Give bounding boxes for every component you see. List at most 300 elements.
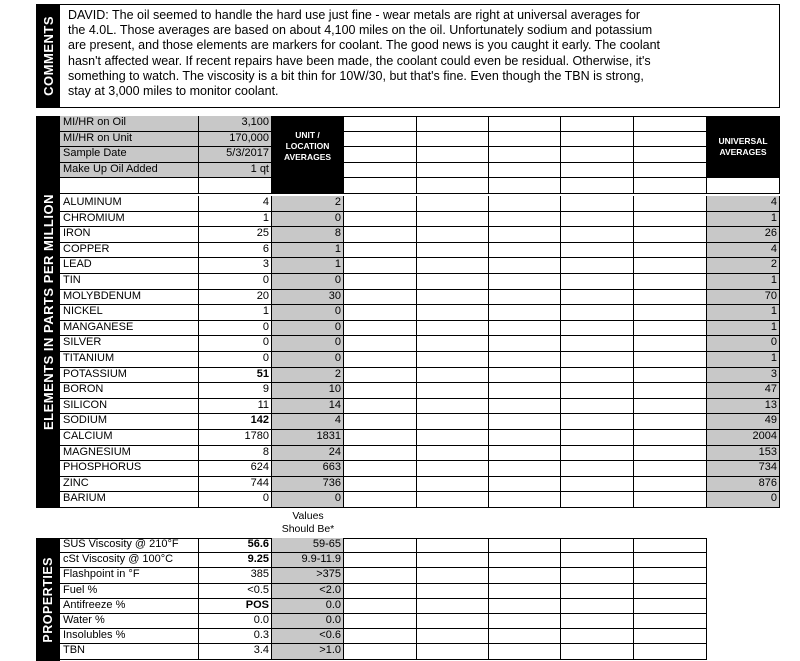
elements-title: ELEMENTS IN PARTS PER MILLION [40,194,56,430]
empty-cell [634,227,707,243]
element-unit-average: 0 [272,274,344,290]
comments-text [68,8,768,99]
empty-cell [561,274,634,290]
empty-cell [634,258,707,274]
element-universal-average: 47 [707,383,780,399]
property-value: 385 [199,568,272,583]
empty-cell [489,477,561,493]
empty-cell [344,243,417,259]
element-value: 8 [199,446,272,462]
element-unit-average: 736 [272,477,344,493]
empty-cell [489,446,561,462]
values-should-be-note: Should Be* [281,523,335,535]
empty-cell [417,461,489,477]
empty-cell [634,492,707,508]
empty-cell [417,553,489,568]
empty-cell [489,614,561,629]
element-value: 0 [199,336,272,352]
property-value: <0.5 [199,584,272,599]
empty-cell [344,477,417,493]
element-universal-average: 1 [707,352,780,368]
element-name: TIN [60,274,199,290]
element-universal-average: 153 [707,446,780,462]
empty-cell [634,446,707,462]
empty-cell [489,383,561,399]
element-universal-average: 2 [707,258,780,274]
empty-cell [417,132,489,148]
empty-cell [344,629,417,644]
element-name: MOLYBDENUM [60,290,199,306]
element-universal-average: 1 [707,212,780,228]
element-universal-average: 3 [707,368,780,384]
empty-cell [634,321,707,337]
element-unit-average: 663 [272,461,344,477]
empty-cell [634,477,707,493]
element-name: CHROMIUM [60,212,199,228]
element-unit-average: 10 [272,383,344,399]
element-value: 25 [199,227,272,243]
info-value: 1 qt [199,163,272,179]
element-name: ZINC [60,477,199,493]
empty-cell [344,568,417,583]
property-expected-value: <2.0 [272,584,344,599]
empty-cell [634,290,707,306]
element-value: 1 [199,305,272,321]
property-expected-value: <0.6 [272,629,344,644]
element-unit-average: 24 [272,446,344,462]
element-value: 51 [199,368,272,384]
comments-title: COMMENTS [41,16,56,96]
empty-cell [417,290,489,306]
empty-cell [634,352,707,368]
empty-cell [417,243,489,259]
property-value: 56.6 [199,538,272,553]
element-value: 624 [199,461,272,477]
element-unit-average: 4 [272,414,344,430]
property-expected-value: 0.0 [272,614,344,629]
empty-cell [417,430,489,446]
element-unit-average: 1 [272,258,344,274]
element-value: 11 [199,399,272,415]
element-name: BARIUM [60,492,199,508]
empty-cell [417,584,489,599]
empty-cell [634,336,707,352]
empty-cell [489,321,561,337]
empty-cell [344,274,417,290]
empty-cell [634,644,707,659]
empty-cell [634,430,707,446]
element-unit-average: 0 [272,336,344,352]
element-universal-average: 4 [707,196,780,212]
element-value: 744 [199,477,272,493]
property-value: POS [199,599,272,614]
property-value: 9.25 [199,553,272,568]
spacer-cell [561,178,634,194]
info-value: 3,100 [199,116,272,132]
element-universal-average: 0 [707,336,780,352]
spacer-cell [60,178,199,194]
element-value: 0 [199,492,272,508]
empty-cell [634,243,707,259]
empty-cell [634,414,707,430]
element-name: TITANIUM [60,352,199,368]
empty-cell [417,116,489,132]
values-should-be-note: Values [292,510,324,522]
table-border [59,538,60,660]
empty-cell [489,258,561,274]
empty-cell [561,553,634,568]
element-name: PHOSPHORUS [60,461,199,477]
empty-cell [344,492,417,508]
empty-cell [344,584,417,599]
empty-cell [417,538,489,553]
element-universal-average: 26 [707,227,780,243]
empty-cell [634,383,707,399]
empty-cell [561,368,634,384]
info-label: MI/HR on Unit [60,132,199,148]
empty-cell [489,368,561,384]
empty-cell [561,461,634,477]
element-unit-average: 0 [272,305,344,321]
element-value: 4 [199,196,272,212]
empty-cell [344,212,417,228]
empty-cell [344,538,417,553]
table-border [59,116,60,508]
empty-cell [344,258,417,274]
elements-sidebar [36,116,60,508]
comment-line: something to watch. The viscosity is a bit thin for 10W/30, but that's fine. Even though the TBN is strong, [68,68,644,83]
comment-line: the 4.0L. Those averages are based on about 4,100 miles on the oil. Unfortunately sodium and potassium [68,23,653,38]
empty-cell [634,584,707,599]
empty-cell [344,383,417,399]
comment-line: stay at 3,000 miles to monitor coolant. [68,84,279,99]
properties-title: PROPERTIES [41,556,55,643]
element-unit-average: 1 [272,243,344,259]
element-unit-average: 0 [272,492,344,508]
empty-cell [417,163,489,179]
empty-cell [489,399,561,415]
property-name: SUS Viscosity @ 210°F [60,538,199,553]
spacer-cell [417,178,489,194]
element-name: SILICON [60,399,199,415]
element-name: POTASSIUM [60,368,199,384]
element-value: 0 [199,274,272,290]
property-expected-value: 59-65 [272,538,344,553]
property-name: Antifreeze % [60,599,199,614]
element-name: ALUMINUM [60,196,199,212]
empty-cell [417,599,489,614]
empty-cell [344,446,417,462]
empty-cell [489,414,561,430]
element-unit-average: 0 [272,212,344,228]
empty-cell [417,644,489,659]
spacer-cell [634,178,707,194]
empty-cell [561,383,634,399]
element-unit-average: 8 [272,227,344,243]
empty-cell [634,399,707,415]
empty-cell [489,163,561,179]
empty-cell [417,368,489,384]
empty-cell [489,305,561,321]
element-universal-average: 0 [707,492,780,508]
empty-cell [489,147,561,163]
empty-cell [561,614,634,629]
element-name: CALCIUM [60,430,199,446]
comment-line: are present, and those elements are markers for coolant. The good news is you caught it early. The coolant [68,38,660,53]
element-name: LEAD [60,258,199,274]
empty-cell [417,336,489,352]
empty-cell [417,147,489,163]
element-unit-average: 14 [272,399,344,415]
empty-cell [561,243,634,259]
element-value: 9 [199,383,272,399]
empty-cell [489,212,561,228]
empty-cell [561,147,634,163]
empty-cell [561,477,634,493]
empty-cell [489,290,561,306]
empty-cell [417,446,489,462]
empty-cell [489,430,561,446]
property-expected-value: >1.0 [272,644,344,659]
empty-cell [417,305,489,321]
element-value: 20 [199,290,272,306]
property-value: 0.3 [199,629,272,644]
element-universal-average: 734 [707,461,780,477]
empty-cell [634,132,707,148]
property-value: 3.4 [199,644,272,659]
empty-cell [489,352,561,368]
empty-cell [344,368,417,384]
spacer-cell [344,178,417,194]
element-universal-average: 876 [707,477,780,493]
empty-cell [561,336,634,352]
empty-cell [634,629,707,644]
property-expected-value: 9.9-11.9 [272,553,344,568]
empty-cell [344,321,417,337]
empty-cell [344,336,417,352]
empty-cell [344,290,417,306]
info-label: Sample Date [60,147,199,163]
element-universal-average: 49 [707,414,780,430]
info-value: 170,000 [199,132,272,148]
empty-cell [417,352,489,368]
empty-cell [561,132,634,148]
empty-cell [561,116,634,132]
empty-cell [634,599,707,614]
element-unit-average: 0 [272,352,344,368]
empty-cell [344,305,417,321]
empty-cell [561,430,634,446]
unit-averages-header: UNIT / LOCATION AVERAGES [272,116,344,178]
element-unit-average: 1831 [272,430,344,446]
properties-sidebar [36,538,60,661]
empty-cell [561,290,634,306]
empty-cell [634,614,707,629]
property-name: Flashpoint in °F [60,568,199,583]
empty-cell [561,212,634,228]
empty-cell [489,196,561,212]
empty-cell [489,243,561,259]
element-universal-average: 1 [707,321,780,337]
comment-line: hasn't affected wear. If recent repairs have been made, the coolant could even be residual. Otherwise, it's [68,53,651,68]
element-universal-average: 13 [707,399,780,415]
empty-cell [634,196,707,212]
element-name: COPPER [60,243,199,259]
empty-cell [489,553,561,568]
empty-cell [489,584,561,599]
info-label: Make Up Oil Added [60,163,199,179]
element-name: BORON [60,383,199,399]
property-expected-value: 0.0 [272,599,344,614]
empty-cell [344,163,417,179]
element-value: 0 [199,352,272,368]
empty-cell [344,132,417,148]
empty-cell [634,212,707,228]
empty-cell [634,538,707,553]
property-name: TBN [60,644,199,659]
empty-cell [417,629,489,644]
empty-cell [417,414,489,430]
empty-cell [417,274,489,290]
empty-cell [489,599,561,614]
element-value: 1 [199,212,272,228]
empty-cell [561,352,634,368]
empty-cell [634,368,707,384]
element-value: 1780 [199,430,272,446]
empty-cell [344,599,417,614]
empty-cell [344,614,417,629]
element-value: 6 [199,243,272,259]
empty-cell [417,227,489,243]
empty-cell [344,553,417,568]
spacer-cell [707,178,780,194]
element-name: SODIUM [60,414,199,430]
empty-cell [561,414,634,430]
element-universal-average: 1 [707,305,780,321]
empty-cell [417,492,489,508]
empty-cell [561,163,634,179]
empty-cell [417,321,489,337]
empty-cell [634,553,707,568]
element-name: IRON [60,227,199,243]
empty-cell [344,461,417,477]
element-name: MANGANESE [60,321,199,337]
empty-cell [489,644,561,659]
empty-cell [489,336,561,352]
empty-cell [561,305,634,321]
empty-cell [417,212,489,228]
spacer-cell [489,178,561,194]
empty-cell [344,644,417,659]
empty-cell [489,274,561,290]
empty-cell [561,568,634,583]
property-name: cSt Viscosity @ 100°C [60,553,199,568]
empty-cell [561,644,634,659]
info-label: MI/HR on Oil [60,116,199,132]
element-value: 142 [199,414,272,430]
element-unit-average: 0 [272,321,344,337]
empty-cell [417,614,489,629]
empty-cell [344,352,417,368]
spacer-cell [272,178,344,194]
empty-cell [634,274,707,290]
empty-cell [489,492,561,508]
empty-cell [561,446,634,462]
property-value: 0.0 [199,614,272,629]
property-name: Fuel % [60,584,199,599]
element-universal-average: 2004 [707,430,780,446]
empty-cell [561,599,634,614]
element-value: 0 [199,321,272,337]
empty-cell [561,629,634,644]
empty-cell [561,321,634,337]
empty-cell [344,227,417,243]
property-expected-value: >375 [272,568,344,583]
empty-cell [634,116,707,132]
empty-cell [489,116,561,132]
empty-cell [344,196,417,212]
element-name: SILVER [60,336,199,352]
empty-cell [489,568,561,583]
empty-cell [344,116,417,132]
empty-cell [417,399,489,415]
empty-cell [634,461,707,477]
empty-cell [561,196,634,212]
empty-cell [561,492,634,508]
empty-cell [489,461,561,477]
empty-cell [561,399,634,415]
empty-cell [489,629,561,644]
empty-cell [634,163,707,179]
property-name: Water % [60,614,199,629]
empty-cell [634,305,707,321]
empty-cell [634,568,707,583]
element-universal-average: 4 [707,243,780,259]
element-unit-average: 2 [272,196,344,212]
empty-cell [344,414,417,430]
empty-cell [489,538,561,553]
element-unit-average: 2 [272,368,344,384]
property-name: Insolubles % [60,629,199,644]
empty-cell [489,227,561,243]
empty-cell [417,568,489,583]
empty-cell [561,538,634,553]
empty-cell [344,430,417,446]
empty-cell [417,477,489,493]
empty-cell [417,383,489,399]
element-universal-average: 1 [707,274,780,290]
empty-cell [561,258,634,274]
empty-cell [417,258,489,274]
empty-cell [344,147,417,163]
element-name: MAGNESIUM [60,446,199,462]
comments-sidebar [37,5,60,107]
element-value: 3 [199,258,272,274]
empty-cell [489,132,561,148]
empty-cell [561,227,634,243]
info-value: 5/3/2017 [199,147,272,163]
universal-averages-header: UNIVERSAL AVERAGES [707,116,780,178]
comments-section [36,4,780,108]
element-universal-average: 70 [707,290,780,306]
empty-cell [417,196,489,212]
element-name: NICKEL [60,305,199,321]
empty-cell [561,584,634,599]
spacer-cell [199,178,272,194]
empty-cell [344,399,417,415]
comment-line: DAVID: The oil seemed to handle the hard use just fine - wear metals are right at universal averages for [68,8,641,22]
element-unit-average: 30 [272,290,344,306]
